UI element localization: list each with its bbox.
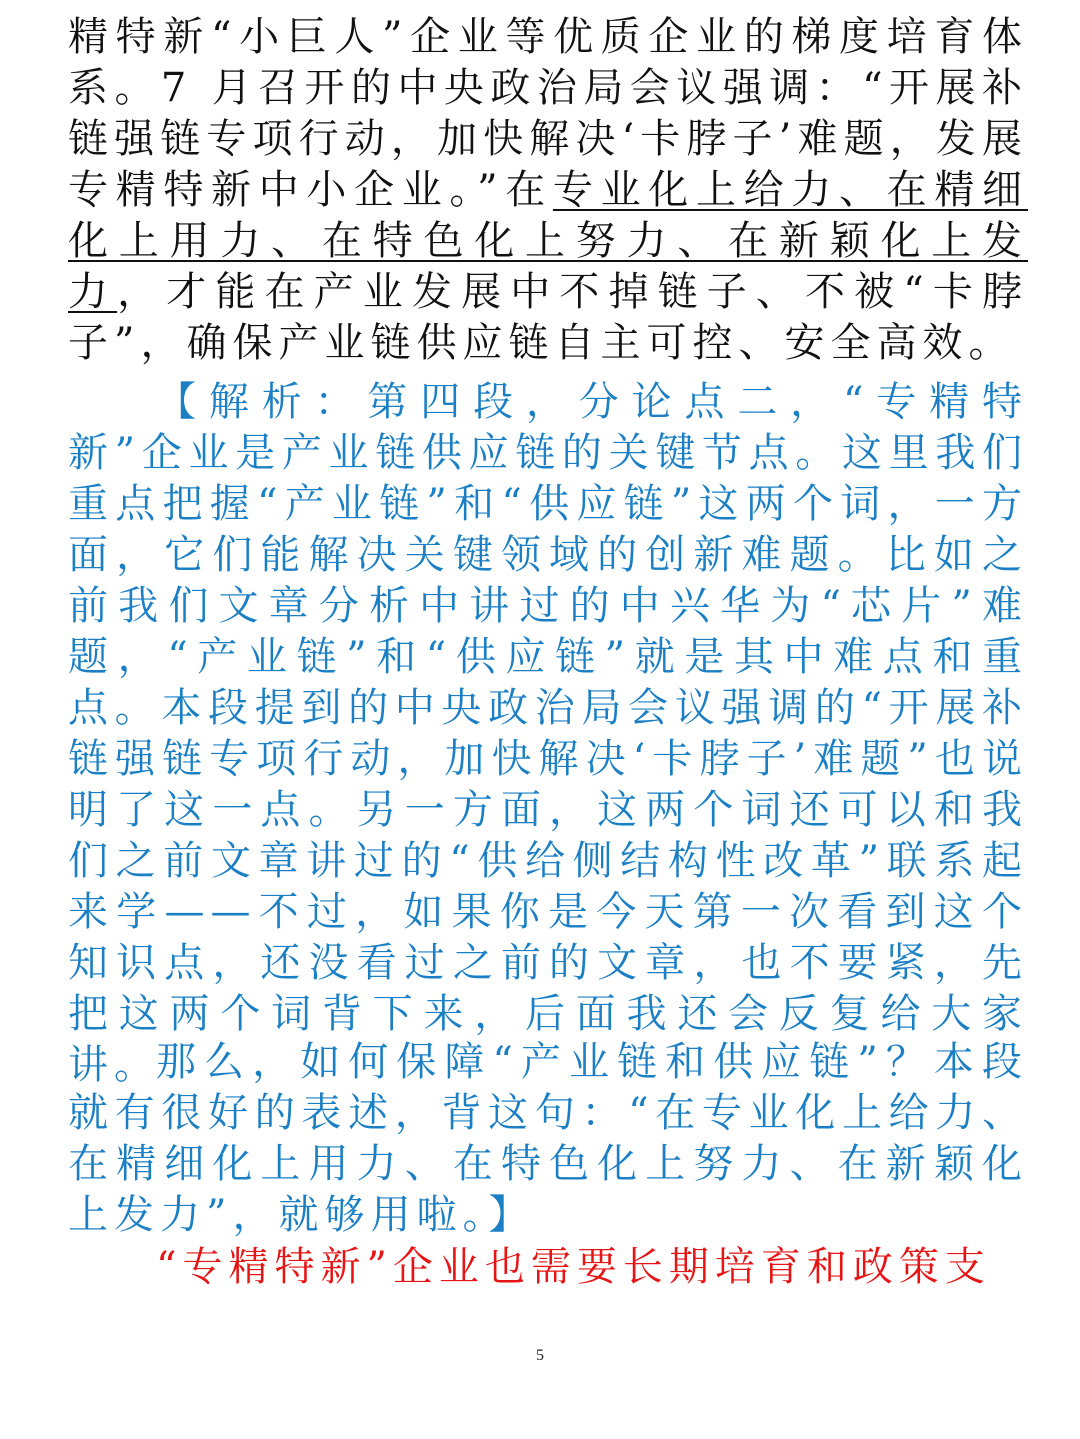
analysis-paragraph: 【解析：第四段，分论点二，“专精特新”企业是产业链供应链的关键节点。这里我们重点把握“产业链”和“供应链”这两个词，一方面，它们能解决关键领域的创新难题。比如之前我们文章分析中讲过的中兴华为“芯片”难题，“产业链”和“供应链”就是其中难点和重点。本段提到的中央政治局会议强调的“开展补链强链专项行动，加快解决‘卡脖子’难题”也说明了这一点。另一方面，这两个词还可以和我们之前文章讲过的“供给侧结构性改革”联系起来学——不过，如果你是今天第一次看到这个知识点，还没看过之前的文章，也不要紧，先把这两个词背下来，后面我还会反复给大家讲。	[68, 379, 1028, 1088]
analysis-paragraph-conclusion: 那么，如何保障“产业链和供应链”？本段就有很好的表述，背这句：“在专业化上给力、在精细化上用力、在特色化上努力、在新颖化上发力”，就够用啦。】	[68, 1039, 1028, 1238]
page-number: 5	[536, 1347, 544, 1364]
underlined-key-phrase: 专业化上给力、在精细化上用力、在特色化上努力、在新颖化上发力	[68, 167, 1029, 315]
section-heading-text: “专精特新”企业也需要长期培育和政策支	[156, 1244, 991, 1290]
paragraph-text-continued: ，才能在产业发展中不掉链子、不被“卡脖子”，确保产业链供应链自主可控、安全高效。	[68, 269, 1029, 366]
paragraph-text: 精特新“小巨人”企业等优质企业的梯度培育体系。7 月召开的中央政治局会议强调：“开展补链强链专项行动，加快解决‘卡脖子’难题，发展专精特新中小企业。”在	[68, 14, 1028, 213]
body-paragraph	[68, 12, 1028, 369]
